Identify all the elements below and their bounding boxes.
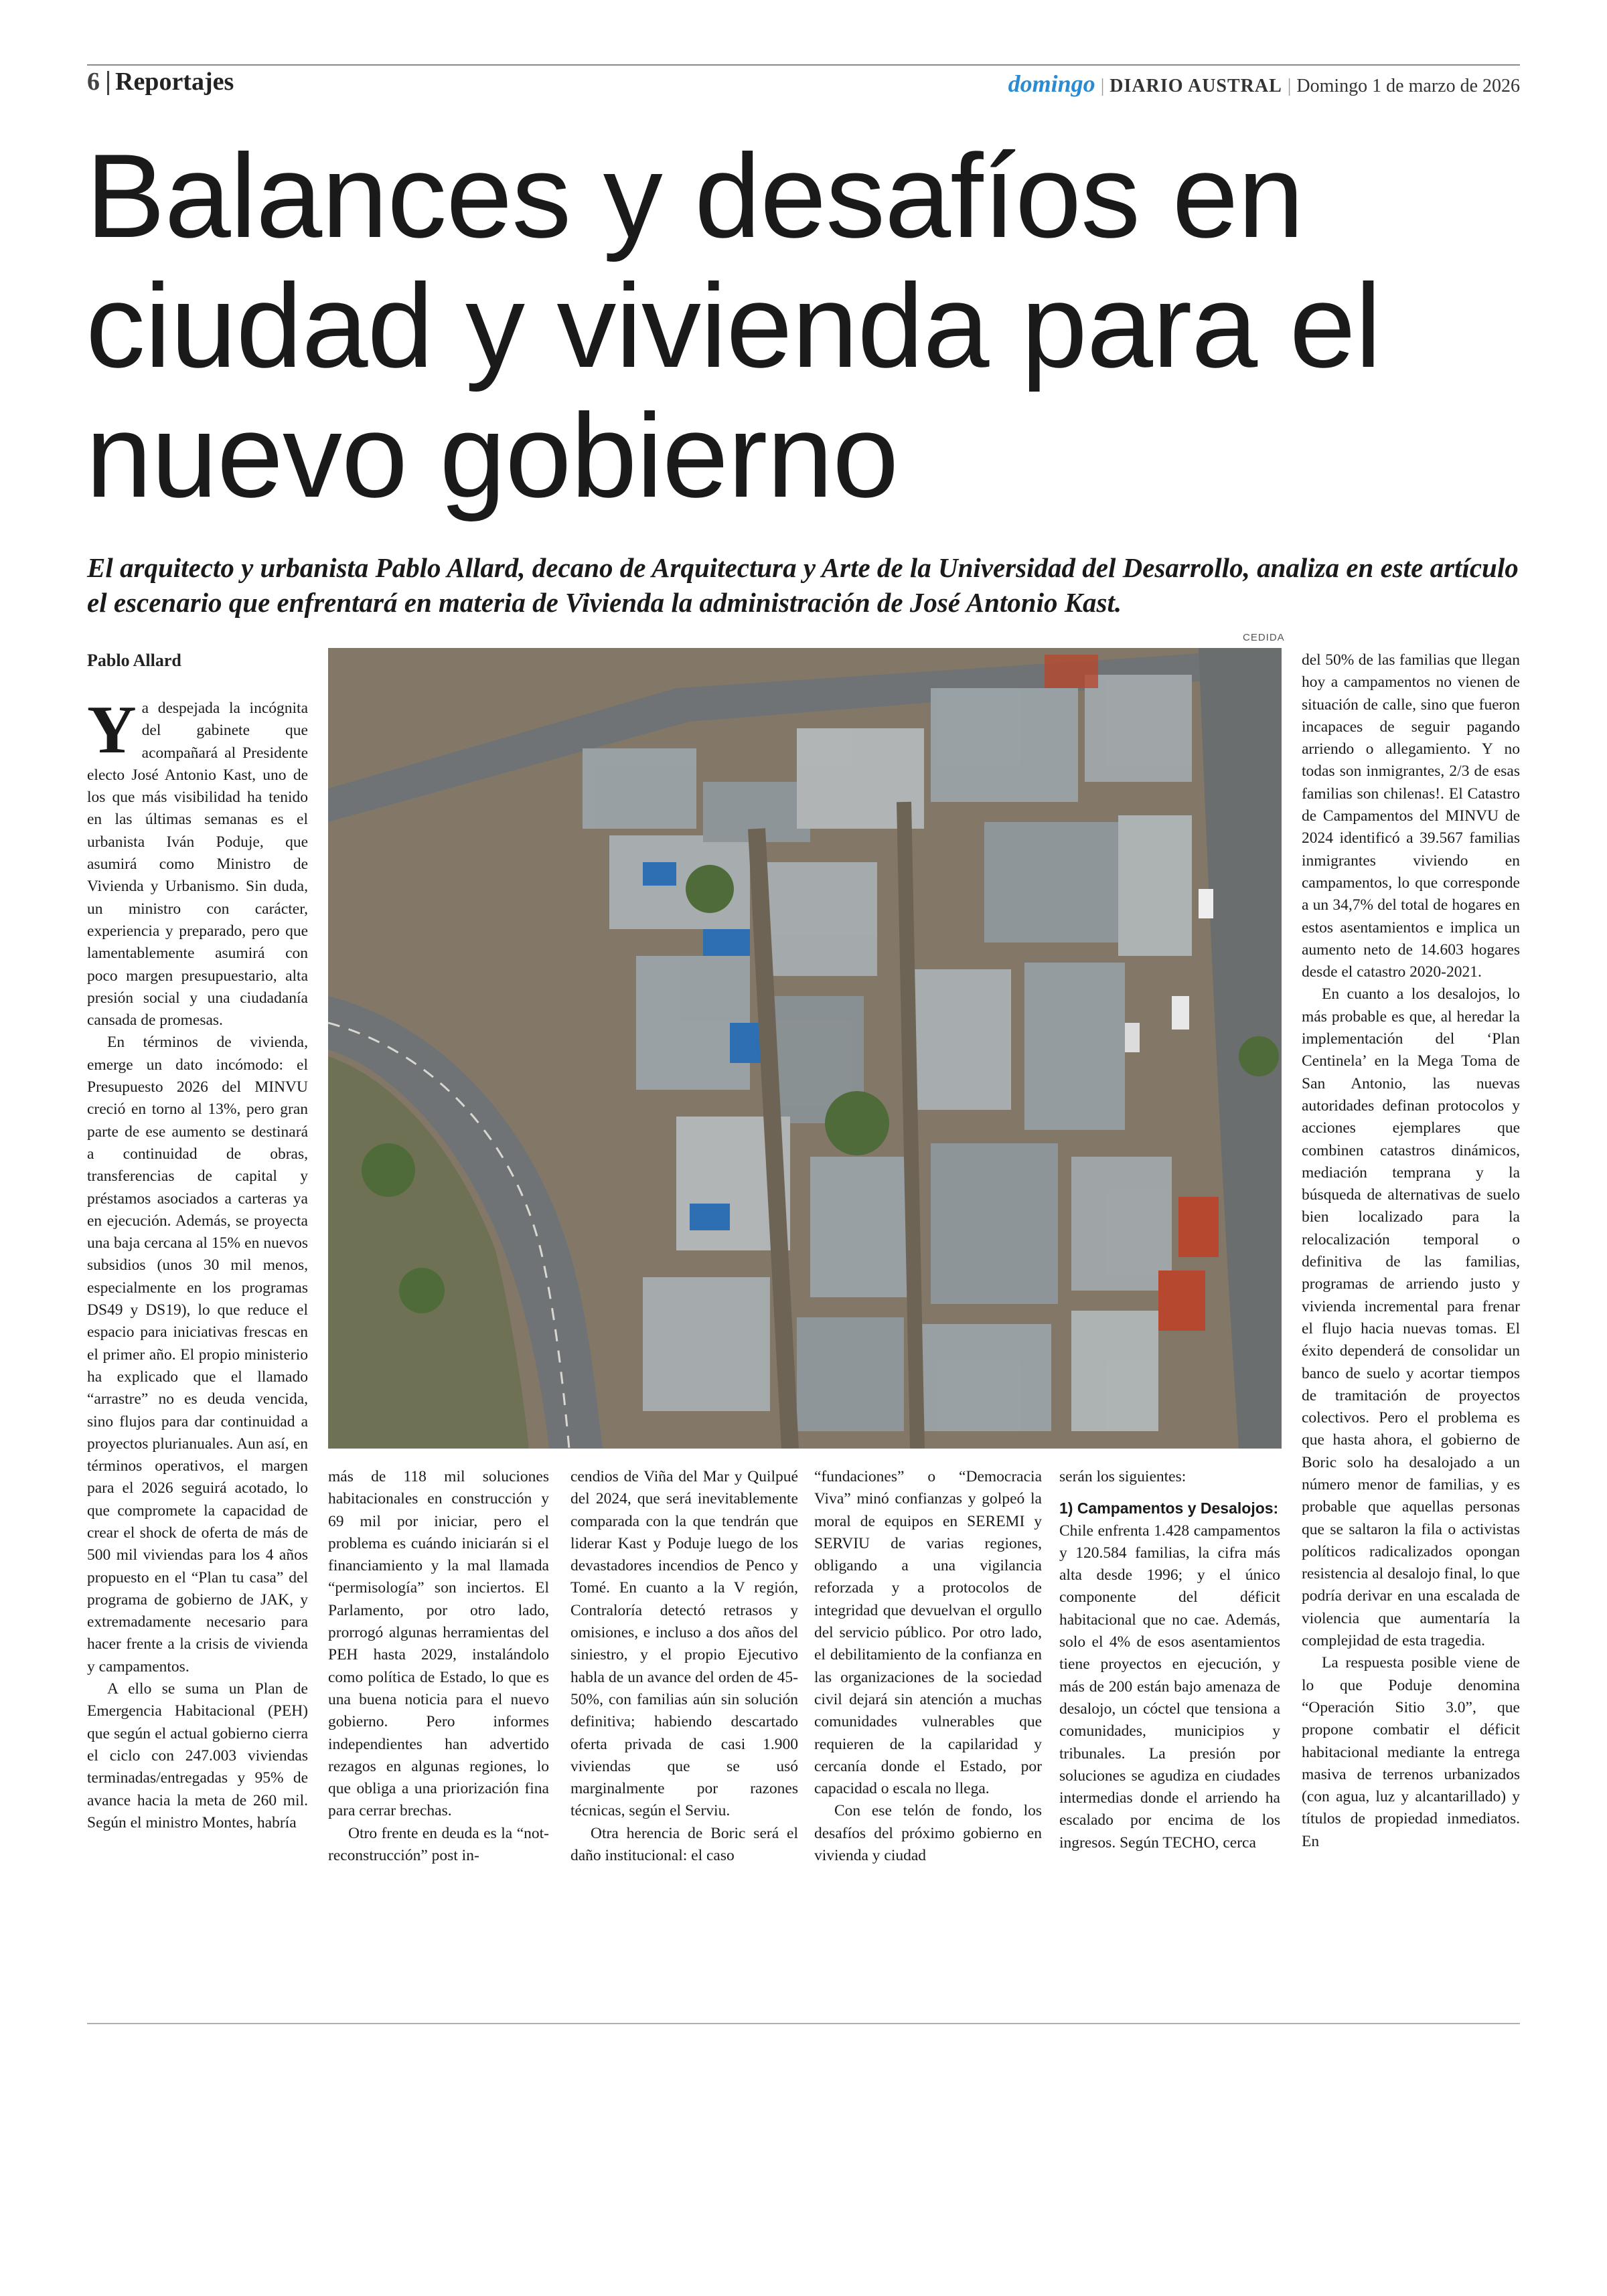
article-column-3	[570, 1466, 798, 1867]
drop-cap: Y	[87, 692, 137, 768]
paragraph: Otra herencia de Boric será el daño institucional: el caso	[570, 1824, 798, 1865]
lede: El arquitecto y urbanista Pablo Allard, decano de Arquitectura y Arte de la Universidad del Desarrollo, analiza en este artículo el escenario que enfrentará en materia de Vivienda la administración de José Antonio Kast.	[87, 552, 1519, 618]
masthead-separator: |	[1287, 76, 1292, 96]
byline: Pablo Allard	[87, 651, 181, 670]
paragraph: serán los siguientes:	[1059, 1468, 1187, 1485]
subheading: 1) Campamentos y Desalojos:	[1059, 1499, 1279, 1518]
paragraph: cendios de Viña del Mar y Quilpué del 2024, que será inevitablemente comparada con la que tendrán que liderar Kast y Poduje luego de los devastadores incendios de Penco y Tomé. En cuanto a la V región, Contraloría detectó retrasos y omisiones, e incluso a dos años del siniestro, y el propio Ejecutivo habla de un avance del orden de 45-50%, con familias aún sin solución definitiva; habiendo descartado oferta privada de casi 1.900 viviendas que se usó marginalmente por razones técnicas, según el Serviu.	[570, 1468, 798, 1820]
page-number: 6	[87, 68, 100, 96]
paragraph: En términos de vivienda, emerge un dato incómodo: el Presupuesto 2026 del MINVU creció en torno al 13%, pero gran parte de ese aumento se destinará a continuidad de obras, transferencias de capital y préstamos asociados a carteras ya en ejecución. Además, se proyecta una baja cercana al 15% en nuevos subsidios (unos 30 mil menos, especialmente en los programas DS49 y DS19), lo que reduce el espacio para iniciativas frescas en el primer año. El propio ministerio ha explicado que el llamado “arrastre” no es deuda vencida, sino flujos para dar continuidad a proyectos plurianuales. Aun así, en términos operativos, el margen para el 2026 seguirá acotado, lo que compromete la capacidad de crear el shock de oferta de más de 500 mil viviendas para los 4 años propuesto en el “Plan tu casa” del programa de gobierno de JAK, y extremadamente necesario para hacer frente a la crisis de vivienda y campamentos.	[87, 1034, 308, 1675]
paragraph: A ello se suma un Plan de Emergencia Habitacional (PEH) que según el actual gobierno cierra el ciclo con 247.003 viviendas terminadas/entregadas y 95% de avance hacia la meta de 260 mil. Según el ministro Montes, habría	[87, 1680, 308, 1831]
article-column-4	[814, 1466, 1042, 1867]
paragraph	[87, 692, 308, 1032]
paragraph: Chile enfrenta 1.428 campamentos y 120.584 familias, la cifra más alta desde 1996; y el único componente del déficit habitacional que no cae. Además, solo el 4% de esos asentamientos tiene proyectos en ejecución, y más de 200 están bajo amenaza de desalojo, un cóctel que tensiona a comunidades, municipios y tribunales. La presión por soluciones se agudiza en ciudades intermedias donde el arriendo ha escalado por encima de los ingresos. Según TECHO, cerca	[1059, 1522, 1280, 1852]
aerial-photo-campamento	[328, 648, 1282, 1449]
brand-logo: domingo	[1008, 70, 1095, 97]
photo-credit: CEDIDA	[1243, 632, 1285, 643]
article-column-5	[1059, 1466, 1280, 1854]
paragraph-text: a despejada la incógnita del gabinete que acompañará al Presidente electo José Antonio Kast, uno de los que más visibilidad ha tenido en las últimas semanas es el urbanista Iván Poduje, que asumirá como Ministro de Vivienda y Urbanismo. Sin duda, un ministro con carácter, experiencia y preparado, pero que lamentablemente asumirá con poco margen presupuestario, alta presión social y una ciudadanía cansada de promesas.	[87, 700, 308, 1030]
issue-date: Domingo 1 de marzo de 2026	[1296, 76, 1520, 96]
paragraph: más de 118 mil soluciones habitacionales en construcción y 69 mil por iniciar, pero el problema es cuándo iniciarán si el financiamiento y la mal llamada “permisología” son inciertos. El Parlamento, por otro lado, prorrogó algunas herramientas del PEH hasta 2029, instalándolo como política de Estado, lo que es una buena noticia para el nuevo gobierno. Pero informes independientes han advertido rezagos en algunas regiones, lo que obliga a una priorización fina para cerrar brechas.	[328, 1468, 549, 1820]
header-rule	[87, 64, 1520, 66]
paragraph: La respuesta posible viene de lo que Poduje denomina “Operación Sitio 3.0”, que propone combatir el déficit habitacional mediante la entrega masiva de terrenos urbanizados (con agua, luz y alcantarillado) y títulos de propiedad inmediatos. En	[1302, 1654, 1520, 1850]
paper-name: DIARIO AUSTRAL	[1109, 76, 1282, 96]
footer-rule	[87, 2023, 1520, 2024]
headline: Balances y desafíos en ciudad y vivienda para el nuevo gobierno	[86, 129, 1381, 522]
section-label: Reportajes	[115, 68, 234, 96]
paragraph: En cuanto a los desalojos, lo más probable es que, al heredar la implementación del ‘Plan Centinela’ en la Mega Toma de San Antonio, las nuevas autoridades definan protocolos y acciones ejemplares que combinen catastros dinámicos, mediación temprana y la búsqueda de alternativas de suelo bien localizado para la relocalización temporal o definitiva de las familias, programas de arriendo justo y vivienda incremental para frenar el flujo hacia nuevas tomas. El éxito dependerá de consolidar un banco de suelo y acortar tiempos de tramitación de proyectos colectivos. Pero el problema es que hasta ahora, el gobierno de Boric solo ha desalojado a un número menor de familias, y es probable que aquellas personas que se saltaron la fila o activistas políticos radicalizados opongan resistencia al desalojo final, lo que podría derivar en una escalada de violencia que aumentaría la complejidad de esta tragedia.	[1302, 985, 1520, 1650]
paragraph: “fundaciones” o “Democracia Viva” minó confianzas y golpeó la moral de equipos en SEREMI y SERVIU de varias regiones, obligando a una vigilancia reforzada y a protocolos de integridad que devuelvan el orgullo del servicio público. Por otro lado, el debilitamiento de la confianza en las organizaciones de la sociedad civil dejará sin atención a muchas comunidades vulnerables que requieren de la capilaridad y cercanía donde el Estado, por capacidad o escala no llega.	[814, 1468, 1042, 1798]
article-column-1	[87, 692, 308, 1834]
paragraph: Otro frente en deuda es la “not-reconstrucción” post in-	[328, 1824, 549, 1865]
article-column-6	[1302, 649, 1520, 1853]
paragraph: Con ese telón de fondo, los desafíos del próximo gobierno en vivienda y ciudad	[814, 1802, 1042, 1865]
article-column-2	[328, 1466, 549, 1867]
paragraph: del 50% de las familias que llegan hoy a campamentos no vienen de situación de calle, sino que fueron incapaces de seguir pagando arriendo o allegamiento. Y no todas son inmigrantes, 2/3 de esas familias son chilenas!. El Catastro de Campamentos del MINVU de 2024 identificó a 39.567 familias inmigrantes viviendo en campamentos, lo que corresponde a un 34,7% del total de hogares en estos asentamientos e implica un aumento neto de 14.603 hogares desde el catastro 2020-2021.	[1302, 651, 1520, 981]
header-divider	[107, 71, 109, 95]
masthead	[1008, 70, 1520, 98]
masthead-separator: |	[1100, 76, 1105, 96]
